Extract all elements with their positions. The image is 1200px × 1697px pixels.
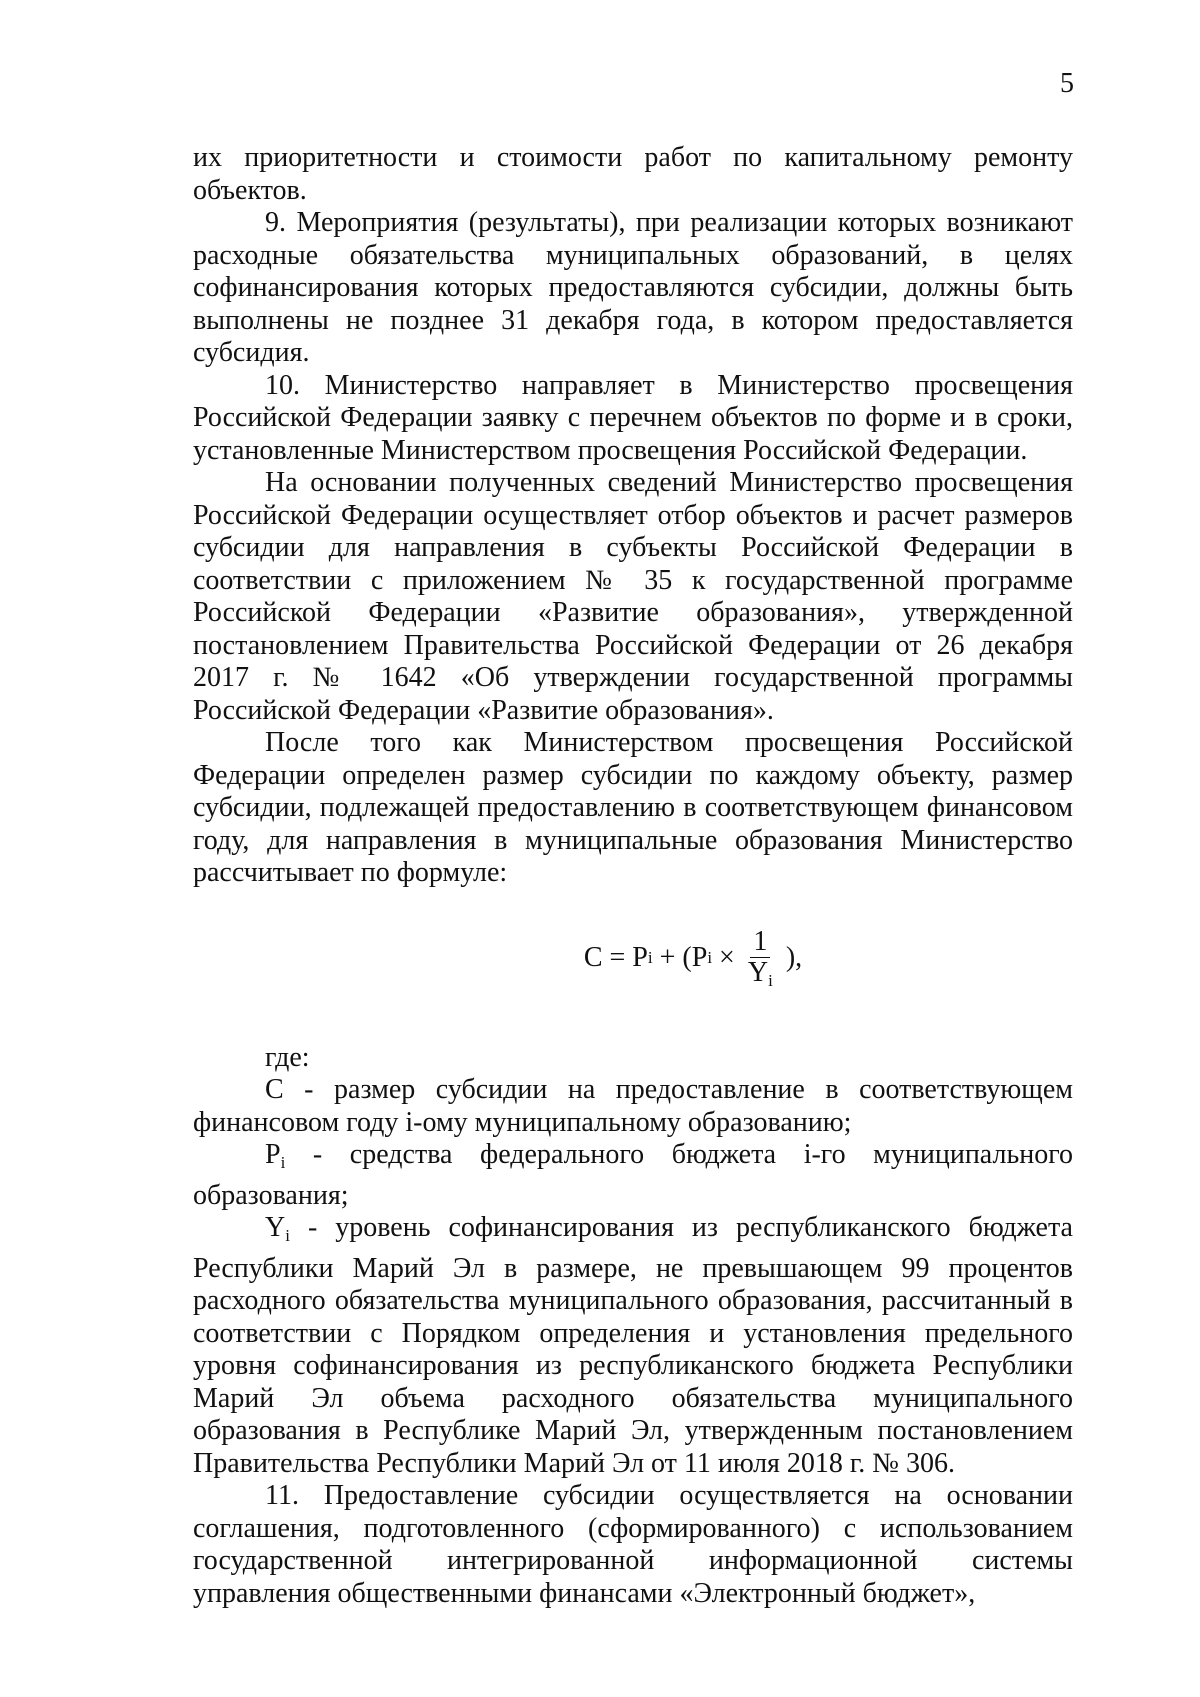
definitions-where: где: (265, 1041, 310, 1073)
fraction-denominator-subscript: i (768, 970, 773, 990)
definition-p-text: - средства федерального бюджета i-го муниципального образования; (193, 1139, 1073, 1211)
definition-y-text: - уровень софинансирования из республиканского бюджета Республики Марий Эл в размере, не превышающем 99 процентов расходного обязательства муниципального образования, рассчитанный в соответствии с Порядком определения и установления предельного уровня софинансирования из республиканского бюджета Республики Марий Эл объема расходного обязательства муниципального образования в Республике Марий Эл, утвержденным постановлением Правительства Республики Марий Эл от 11 июля 2018 г. № 306. (193, 1212, 1073, 1479)
paragraph-item-10: 10. Министерство направляет в Министерство просвещения Российской Федерации заявку с перечнем объектов по форме и в сроки, установленные Министерством просвещения Российской Федерации. (193, 369, 1073, 466)
definition-p-symbol: P (265, 1139, 281, 1170)
document-body (193, 142, 1073, 1610)
definition-y-symbol: Y (265, 1212, 286, 1243)
paragraph-selection-basis: На основании полученных сведений Министерство просвещения Российской Федерации осуществляет отбор объектов и расчет размеров субсидии для направления в субъекты Российской Федерации в соответствии с приложением № 35 к государственной программе Российской Федерации «Развитие образования», утвержденной постановлением Правительства Российской Федерации от 26 декабря 2017 г. № 1642 «Об утверждении государственной программы Российской Федерации «Развитие образования». (193, 467, 1073, 726)
page-number: 5 (1060, 68, 1074, 99)
subsidy-formula (193, 922, 1073, 996)
formula-fraction (745, 927, 776, 989)
formula-subscript-2: i (707, 948, 713, 968)
fraction-denominator (745, 958, 776, 990)
fraction-numerator: 1 (750, 927, 770, 957)
paragraph-item-9: 9. Мероприятия (результаты), при реализации которых возникают расходные обязательства муниципальных образований, в целях софинансирования которых предоставляются субсидии, должны быть выполнены не позднее 31 декабря года, в котором предоставляется субсидия. (193, 207, 1073, 368)
formula-times: × (712, 942, 742, 974)
paragraph-formula-intro: После того как Министерством просвещения Российской Федерации определен размер субсидии по каждому объекту, размер субсидии, подлежащей предоставлению в соответствующем финансовом году, для направления в муниципальные образования Министерство рассчитывает по формуле: (193, 727, 1073, 888)
fraction-denominator-symbol: Y (747, 956, 769, 988)
definition-y (193, 1212, 1073, 1480)
definition-p (193, 1139, 1073, 1212)
formula-plus-open: + (P (652, 942, 708, 974)
paragraph-continuation: их приоритетности и стоимости работ по капитальному ремонту объектов. (193, 142, 1073, 206)
definition-c: C - размер субсидии на предоставление в соответствующем финансовом году i-ому муниципальному образованию; (193, 1074, 1073, 1138)
formula-subscript-1: i (647, 948, 653, 968)
definition-y-subscript: i (285, 1226, 290, 1245)
definition-p-subscript: i (280, 1153, 286, 1172)
paragraph-item-11: 11. Предоставление субсидии осуществляется на основании соглашения, подготовленного (сформированного) с использованием государственной интегрированной информационной системы управления общественными финансами «Электронный бюджет», (193, 1480, 1073, 1609)
formula-close: ), (778, 942, 803, 974)
formula-lhs: C = P (583, 942, 648, 974)
